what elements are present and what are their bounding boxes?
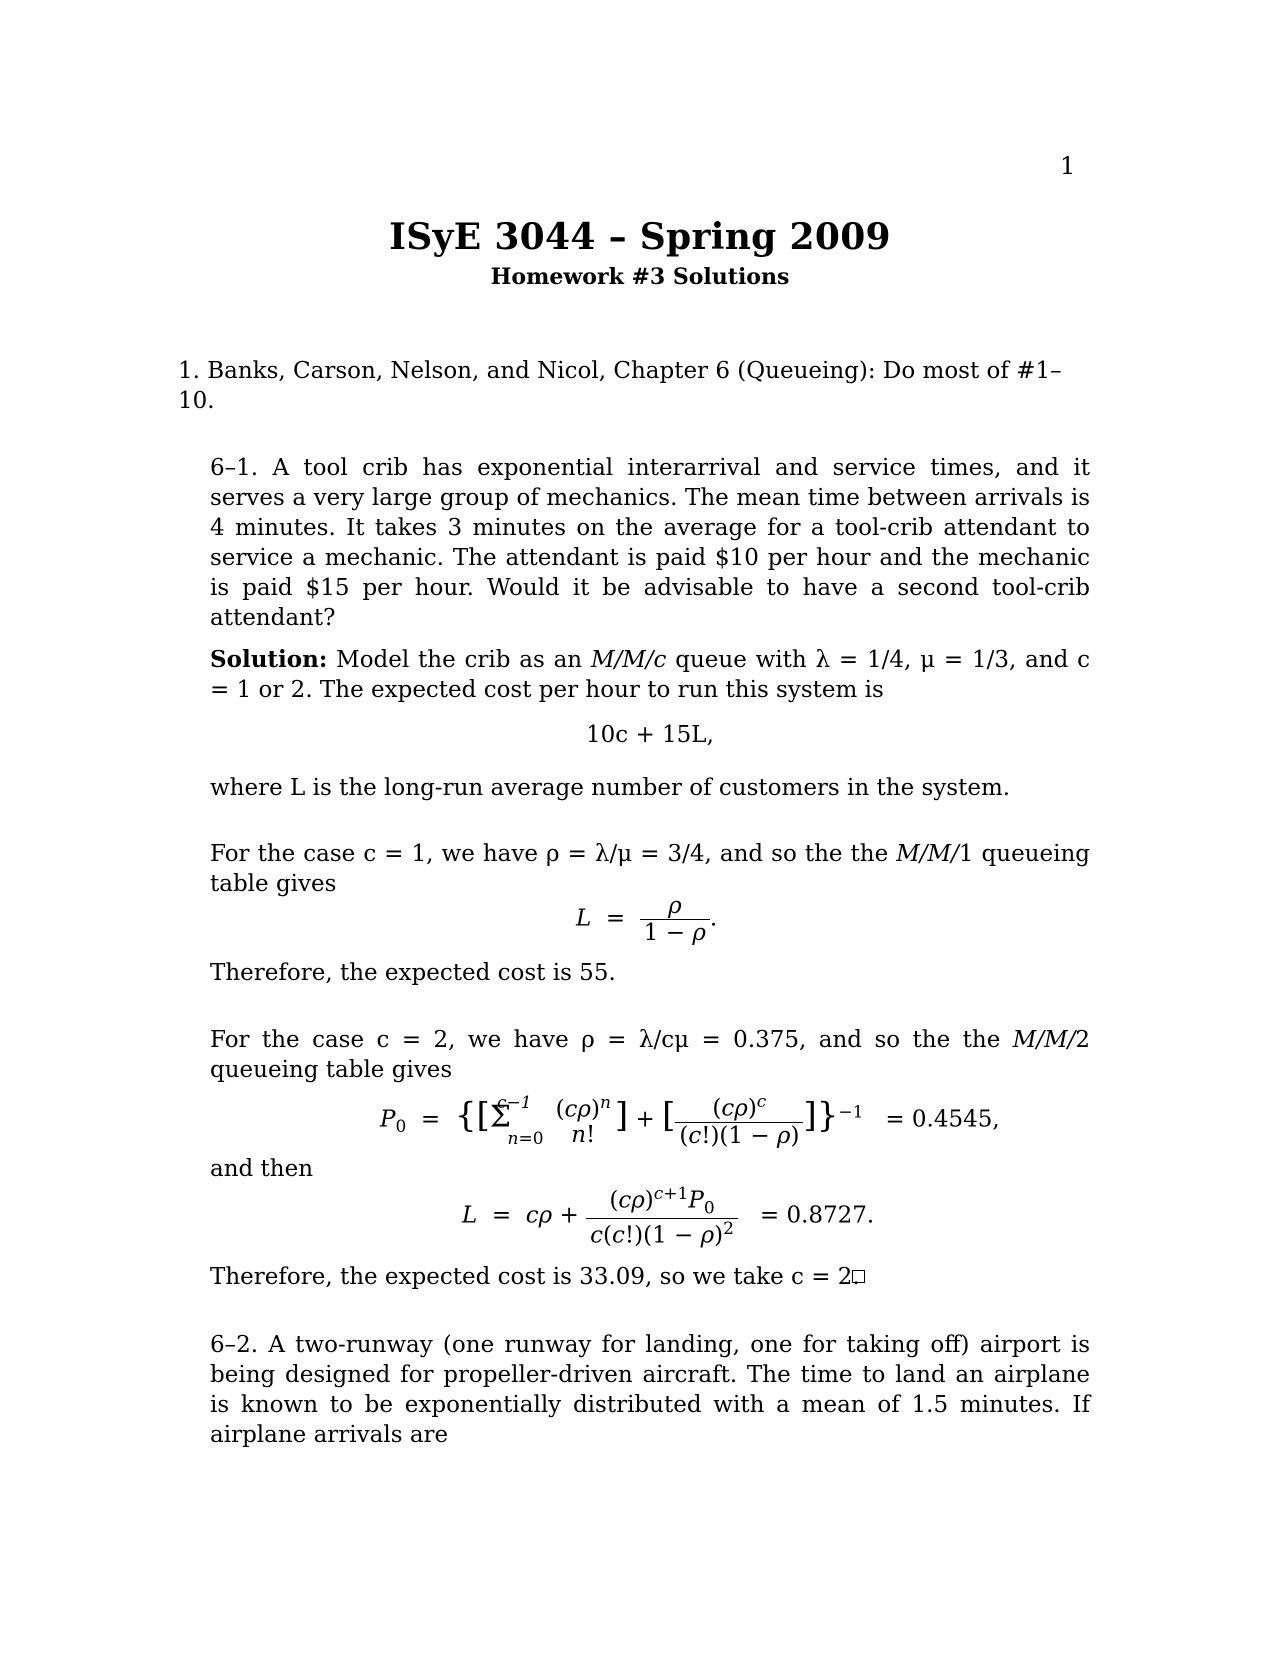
- problem-6-1-label: 6–1.: [210, 455, 259, 481]
- case2-text-b: queueing table gives: [210, 1057, 453, 1083]
- problem-6-2-text: A two-runway (one runway for landing, one for taking off) airport is being designed for propeller-driven aircraft. The time to land an airplane is known to be exponentially distributed with a mean of 1.5 minutes. If airplane arrivals are: [210, 1332, 1090, 1448]
- problem-6-2-label: 6–2.: [210, 1332, 259, 1358]
- case2-result: Therefore, the expected cost is 33.09, so we take c = 2.: [210, 1264, 860, 1290]
- case1-text-a: For the case c = 1, we have ρ = λ/μ = 3/4, and so the the: [210, 841, 889, 867]
- cost-equation: 10c + 15L,: [586, 722, 714, 748]
- and-then: and then: [210, 1156, 314, 1182]
- p0-value: = 0.4545,: [885, 1106, 1000, 1133]
- solution-intro: Solution: Model the crib as an M/M/c queue with λ = 1/4, μ = 1/3, and c = 1 or 2. The expected cost per hour to run this system is: [210, 646, 1091, 703]
- case2-text-a: For the case c = 2, we have ρ = λ/cμ = 0.375, and so the the: [210, 1027, 1001, 1053]
- l-value: = 0.8727.: [759, 1202, 875, 1229]
- item-1: 1. Banks, Carson, Nelson, and Nicol, Chapter 6 (Queueing): Do most of #1–10.: [178, 358, 1062, 414]
- case1-text-b: queueing table gives: [210, 841, 1090, 897]
- where-text: where L is the long-run average number of customers in the system.: [210, 775, 1011, 801]
- page-number: 1: [1060, 152, 1076, 180]
- solution-intro-b: queue with λ = 1/4, μ = 1/3, and c = 1 or 2. The expected cost per hour to run this system is: [210, 647, 1091, 703]
- problem-6-1-text: A tool crib has exponential interarrival and service times, and it serves a very large group of mechanics. The mean time between arrivals is 4 minutes. It takes 3 minutes on the average for a tool-crib attendant to service a mechanic. The attendant is paid $10 per hour and the mechanic is paid $15 per hour. Would it be advisable to have a second tool-crib attendant?: [210, 455, 1090, 631]
- l-formula-mm2: L = cρ + $\frac{(c\rho)^{c+1}P_0}{c(c!)(1 - \rho)^2}$ = 0.8727.: [462, 1184, 875, 1249]
- page-title: ISyE 3044 – Spring 2009: [389, 216, 891, 258]
- problem-6-2: [210, 1330, 1090, 1450]
- case2-text: For the case c = 2, we have ρ = λ/cμ = 0.375, and so the the M/M/2 queueing table gives: [210, 1027, 1091, 1083]
- solution-label: Solution:: [210, 646, 328, 673]
- l-formula-mm1: L = $\frac{\rho}{1 - \rho}$ .: [576, 893, 718, 946]
- solution-intro-a: Model the crib as an: [336, 647, 583, 673]
- problem-6-1: [210, 453, 1090, 633]
- qed-square-icon: [852, 1270, 865, 1283]
- p0-formula: $P_0 = \{[\Sigma^{c-1}_{n=0}$ $(c\rho)^n$ n! ] + [ $\frac{(c\rho)^c}{(c!)(1 - \rho)}$ ]}$^{-1}$ = 0.4545,: [380, 1092, 1000, 1150]
- page-subtitle: Homework #3 Solutions: [490, 264, 790, 290]
- case1-result: Therefore, the expected cost is 55.: [210, 960, 616, 986]
- case1-text: For the case c = 1, we have ρ = λ/μ = 3/4, and so the the M/M/1 queueing table gives: [210, 841, 1090, 897]
